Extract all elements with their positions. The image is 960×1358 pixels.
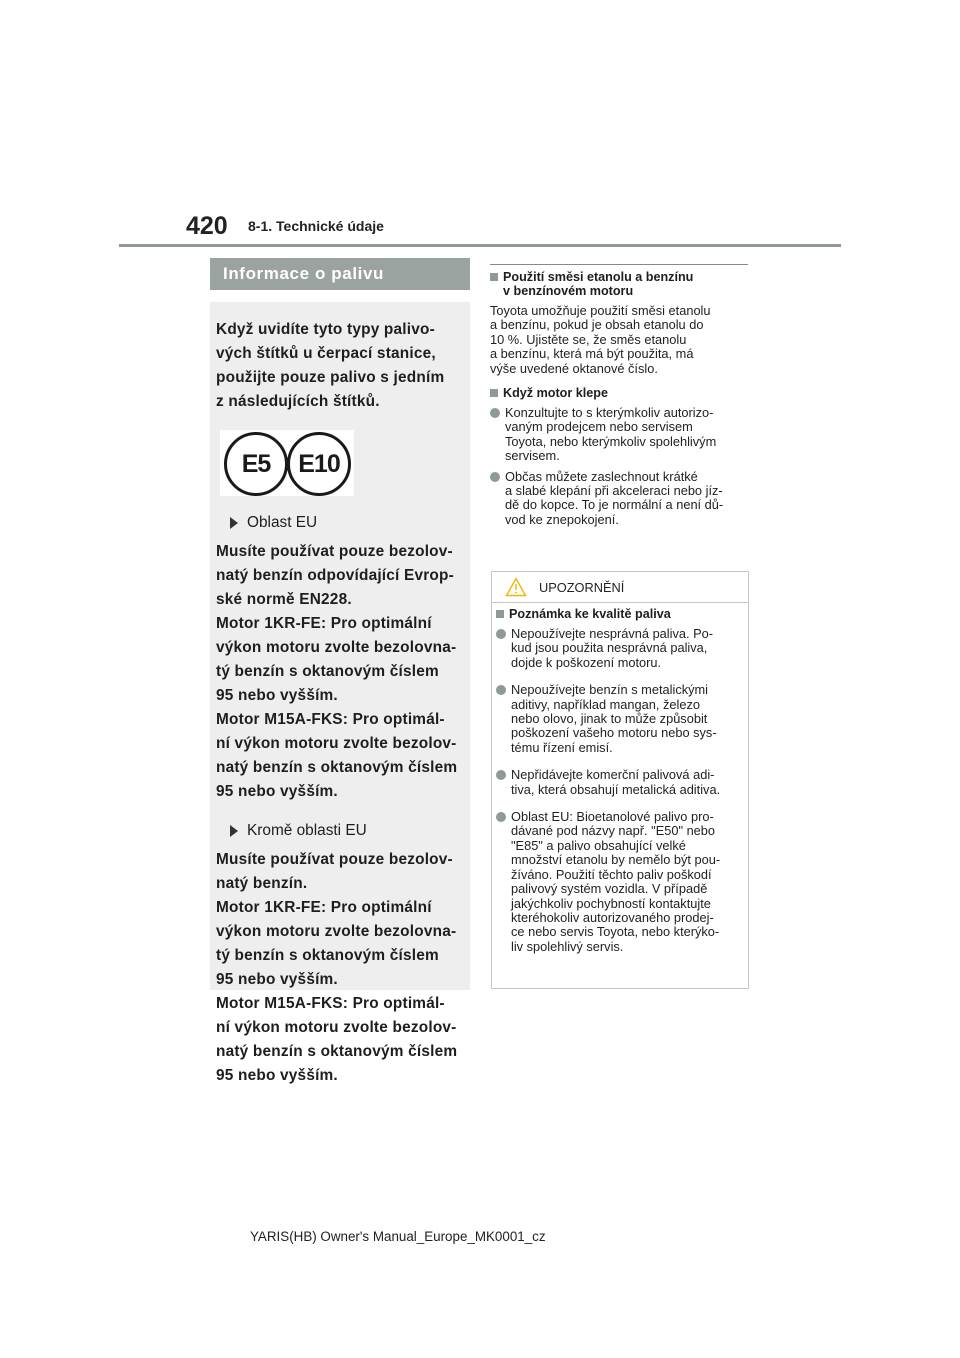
warning-bullet-text: [511, 810, 720, 954]
non-eu-line: 95 nebo vyšším.: [216, 1067, 338, 1084]
warning-line: palivový systém vozidla. V případě: [511, 881, 708, 897]
knock-line: dě do kopce. To je normální a není dů-: [505, 497, 724, 513]
fuel-info-intro: [216, 318, 464, 414]
fuel-quality-title: Poznámka ke kvalitě paliva: [509, 607, 671, 621]
intro-line: použijte pouze palivo s jedním: [216, 369, 445, 386]
eu-line: Motor M15A-FKS: Pro optimál-: [216, 711, 445, 728]
list-item: [496, 768, 744, 797]
warning-line: "E85" a palivo obsahující velké: [511, 837, 686, 853]
warning-triangle-icon: [505, 577, 527, 597]
non-eu-line: Musíte používat pouze bezolov-: [216, 851, 453, 868]
list-item: [490, 406, 752, 464]
region-non-eu-heading: [216, 822, 464, 840]
eu-line: natý benzín odpovídající Evrop-: [216, 567, 454, 584]
warning-line: Oblast EU: Bioetanolové palivo pro-: [511, 809, 714, 825]
triangle-right-icon: [230, 825, 238, 837]
right-column: [490, 264, 752, 527]
knock-line: vaným prodejcem nebo servisem: [505, 419, 693, 435]
eu-line: 95 nebo vyšším.: [216, 783, 338, 800]
warning-line: kteréhokoliv autorizovaného prodej-: [511, 909, 714, 925]
topic-rule: [490, 264, 748, 265]
caution-header: [492, 572, 748, 603]
ethanol-body: [490, 304, 752, 376]
eu-line: ské normě EN228.: [216, 591, 352, 608]
caution-box: [491, 571, 749, 989]
circle-bullet-icon: [496, 629, 506, 639]
region-non-eu-label: Kromě oblasti EU: [247, 822, 367, 839]
circle-bullet-icon: [496, 770, 506, 780]
warning-line: dávané pod názvy např. "E50" nebo: [511, 823, 716, 839]
non-eu-line: Motor M15A-FKS: Pro optimál-: [216, 995, 445, 1012]
eu-line: Motor 1KR-FE: Pro optimální: [216, 615, 432, 632]
intro-line: Když uvidíte tyto typy palivo-: [216, 321, 435, 338]
eu-line: 95 nebo vyšším.: [216, 687, 338, 704]
eu-line: Musíte používat pouze bezolov-: [216, 543, 453, 560]
list-item: [496, 810, 744, 954]
list-item: [496, 683, 744, 755]
warning-line: poškození vašeho motoru nebo sys-: [511, 725, 717, 741]
triangle-right-icon: [230, 517, 238, 529]
warning-line: dojde k poškození motoru.: [511, 654, 662, 670]
knock-bullet-text: [505, 470, 723, 528]
ethanol-line: a benzínu, pokud je obsah etanolu do: [490, 317, 704, 333]
region-non-eu-text: [216, 848, 464, 1088]
section-title: 8-1. Technické údaje: [248, 218, 384, 234]
region-eu-text: [216, 540, 464, 804]
eu-line: tý benzín s oktanovým číslem: [216, 663, 439, 680]
eu-line: ní výkon motoru zvolte bezolov-: [216, 735, 457, 752]
eu-line: natý benzín s oktanovým číslem: [216, 759, 458, 776]
circle-bullet-icon: [490, 408, 500, 418]
ethanol-line: výše uvedené oktanové číslo.: [490, 360, 658, 376]
knock-topic-heading: [490, 386, 752, 400]
warning-line: kud jsou použita nesprávná paliva,: [511, 640, 708, 656]
caution-body: [492, 603, 748, 954]
warning-line: tému řízení emisí.: [511, 739, 613, 755]
eu-line: výkon motoru zvolte bezolovna-: [216, 639, 457, 656]
knock-line: Toyota, nebo kterýmkoliv spolehlivým: [505, 433, 717, 449]
non-eu-line: tý benzín s oktanovým číslem: [216, 947, 439, 964]
warning-line: tiva, která obsahují metalická aditiva.: [511, 781, 721, 797]
intro-line: vých štítků u čerpací stanice,: [216, 345, 436, 362]
fuel-info-body: [210, 302, 470, 1084]
warning-line: liv spolehlivý servis.: [511, 938, 624, 954]
non-eu-line: natý benzín.: [216, 875, 308, 892]
knock-line: vod ke znepokojení.: [505, 511, 619, 527]
list-item: [490, 470, 752, 528]
warning-bullet-text: [511, 768, 720, 797]
ethanol-line: a benzínu, která má být použita, má: [490, 346, 694, 362]
ethanol-topic-heading: [490, 270, 752, 298]
ethanol-line: Toyota umožňuje použití směsi etanolu: [490, 303, 711, 318]
ethanol-topic-title: [503, 270, 693, 298]
warning-line: Nepřidávejte komerční palivová adi-: [511, 767, 715, 783]
warning-line: nebo olovo, jinak to může způsobit: [511, 711, 708, 727]
warning-line: jakýchkoliv pochybností kontaktujte: [511, 895, 711, 911]
non-eu-line: Motor 1KR-FE: Pro optimální: [216, 899, 432, 916]
circle-bullet-icon: [490, 472, 500, 482]
page-number: 420: [186, 212, 228, 240]
non-eu-line: výkon motoru zvolte bezolovna-: [216, 923, 457, 940]
circle-bullet-icon: [496, 685, 506, 695]
fuel-label-e5: E5: [224, 432, 288, 496]
knock-line: Občas můžete zaslechnout krátké: [505, 468, 698, 484]
non-eu-line: natý benzín s oktanovým číslem: [216, 1043, 458, 1060]
region-eu-label: Oblast EU: [247, 514, 318, 531]
list-item: [496, 627, 744, 670]
warning-line: Nepoužívejte benzín s metalickými: [511, 682, 709, 698]
knock-bullet-text: [505, 406, 716, 464]
fuel-quality-topic: [496, 607, 744, 621]
warning-bullet-text: [511, 683, 717, 755]
square-bullet-icon: [496, 610, 504, 618]
ethanol-title-line: Použití směsi etanolu a benzínu: [503, 270, 694, 284]
circle-bullet-icon: [496, 812, 506, 822]
knock-line: servisem.: [505, 448, 560, 464]
warning-bullet-text: [511, 627, 713, 670]
ethanol-line: 10 %. Ujistěte se, že směs etanolu: [490, 331, 687, 347]
fuel-labels-image: [220, 430, 354, 496]
warning-line: ce nebo servis Toyota, nebo kterýko-: [511, 924, 720, 940]
knock-line: Konzultujte to s kterýmkoliv autorizo-: [505, 405, 714, 421]
fuel-info-title: Informace o palivu: [210, 258, 470, 290]
square-bullet-icon: [490, 389, 498, 397]
fuel-info-panel: [210, 258, 470, 1084]
fuel-label-e10: E10: [287, 432, 351, 496]
region-eu-heading: [216, 514, 464, 532]
square-bullet-icon: [490, 273, 498, 281]
warning-line: množství etanolu by nemělo být pou-: [511, 852, 721, 868]
intro-line: z následujících štítků.: [216, 393, 380, 410]
caution-title: UPOZORNĚNÍ: [539, 579, 625, 595]
warning-line: Nepoužívejte nesprávná paliva. Po-: [511, 626, 714, 641]
knock-topic-title: Když motor klepe: [503, 386, 608, 401]
knock-line: a slabé klepání při akceleraci nebo jíz-: [505, 483, 723, 499]
warning-line: aditivy, například mangan, železo: [511, 696, 700, 712]
non-eu-line: ní výkon motoru zvolte bezolov-: [216, 1019, 457, 1036]
non-eu-line: 95 nebo vyšším.: [216, 971, 338, 988]
header-rule: [119, 244, 841, 247]
ethanol-title-line: v benzínovém motoru: [503, 284, 634, 298]
warning-line: žíváno. Použití těchto paliv poškodí: [511, 866, 712, 882]
footer-manual-id: YARIS(HB) Owner's Manual_Europe_MK0001_cz: [250, 1229, 546, 1244]
